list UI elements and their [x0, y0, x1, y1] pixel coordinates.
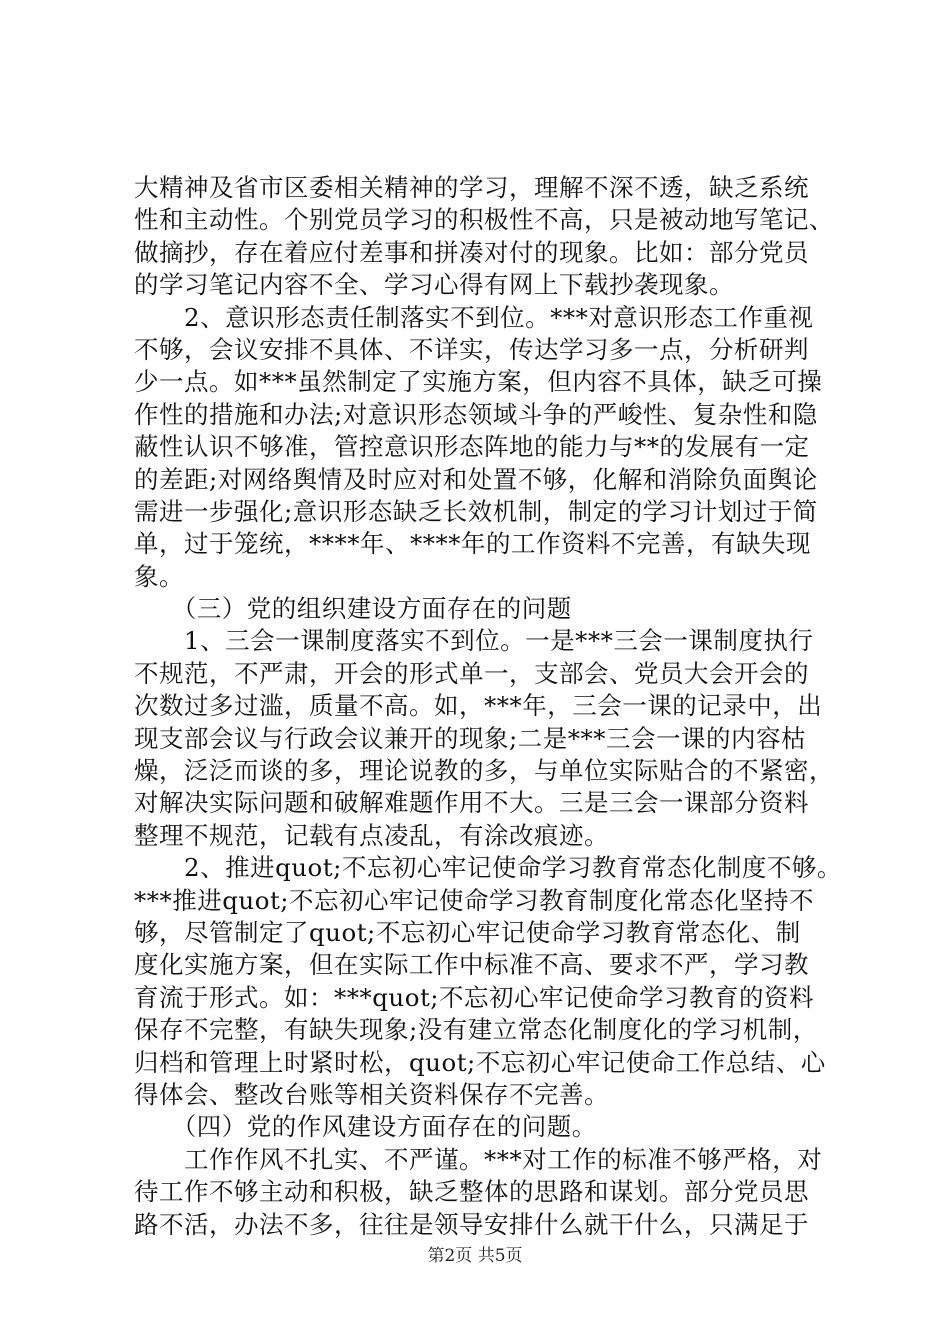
text-line: 次数过多过滥，质量不高。如，***年，三会一课的记录中，出: [134, 691, 823, 721]
text-line: （四）党的作风建设方面存在的问题。: [134, 1112, 597, 1142]
text-line: 2、推进quot;不忘初心牢记使命学习教育常态化制度不够。: [134, 853, 842, 883]
text-line: 工作作风不扎实、不严谨。***对工作的标准不够严格，对: [134, 1144, 823, 1174]
text-line: 度化实施方案，但在实际工作中标准不高、要求不严，学习教: [134, 950, 809, 980]
text-line: 不够，会议安排不具体、不详实，传达学习多一点，分析研判: [134, 334, 809, 364]
text-line: 的差距;对网络舆情及时应对和处置不够，化解和消除负面舆论: [134, 464, 818, 494]
text-line: 不规范，不严肃，开会的形式单一，支部会、党员大会开会的: [134, 658, 809, 688]
text-line: 对解决实际问题和破解难题作用不大。三是三会一课部分资料: [134, 788, 809, 818]
text-line: 整理不规范，记载有点凌乱，有涂改痕迹。: [134, 820, 609, 850]
text-line: （三）党的组织建设方面存在的问题: [134, 594, 572, 624]
text-line: 单，过于笼统，****年、****年的工作资料不完善，有缺失现: [134, 529, 811, 559]
text-line: 象。: [134, 561, 184, 591]
text-line: 性和主动性。个别党员学习的积极性不高，只是被动地写笔记、: [134, 205, 834, 235]
text-line: 1、三会一课制度落实不到位。一是***三会一课制度执行: [134, 626, 814, 656]
text-line: 大精神及省市区委相关精神的学习，理解不深不透，缺乏系统: [134, 173, 809, 202]
text-line: 做摘抄，存在着应付差事和拼凑对付的现象。比如：部分党员: [134, 237, 809, 267]
text-line: 少一点。如***虽然制定了实施方案，但内容不具体，缺乏可操: [134, 367, 823, 397]
text-line: 待工作不够主动和积极，缺乏整体的思路和谋划。部分党员思: [134, 1177, 809, 1207]
text-line: 现支部会议与行政会议兼开的现象;二是***三会一课的内容枯: [134, 723, 807, 753]
text-line: 归档和管理上时紧时松，quot;不忘初心牢记使命工作总结、心: [134, 1047, 826, 1077]
text-line: ***推进quot;不忘初心牢记使命学习教育制度化常态化坚持不: [134, 885, 815, 915]
text-line: 2、意识形态责任制落实不到位。***对意识形态工作重视: [134, 302, 814, 332]
text-line: 燥，泛泛而谈的多，理论说教的多，与单位实际贴合的不紧密，: [134, 756, 834, 786]
text-line: 路不活，办法不多，往往是领导安排什么就干什么，只满足于: [134, 1209, 809, 1239]
text-line: 育流于形式。如：***quot;不忘初心牢记使命学习教育的资料: [134, 982, 815, 1012]
page-footer: 第2页 共5页: [427, 1246, 523, 1266]
text-line: 需进一步强化;意识形态缺乏长效机制，制定的学习计划过于简: [134, 496, 818, 526]
text-line: 得体会、整改台账等相关资料保存不完善。: [134, 1079, 609, 1109]
text-line: 够，尽管制定了quot;不忘初心牢记使命学习教育常态化、制: [134, 917, 801, 947]
text-line: 的学习笔记内容不全、学习心得有网上下载抄袭现象。: [134, 270, 734, 300]
text-line: 蔽性认识不够准，管控意识形态阵地的能力与**的发展有一定: [134, 432, 810, 462]
text-line: 作性的措施和办法;对意识形态领域斗争的严峻性、复杂性和隐: [134, 399, 818, 429]
text-line: 保存不完整，有缺失现象;没有建立常态化制度化的学习机制，: [134, 1015, 818, 1045]
document-body: [134, 172, 842, 1241]
